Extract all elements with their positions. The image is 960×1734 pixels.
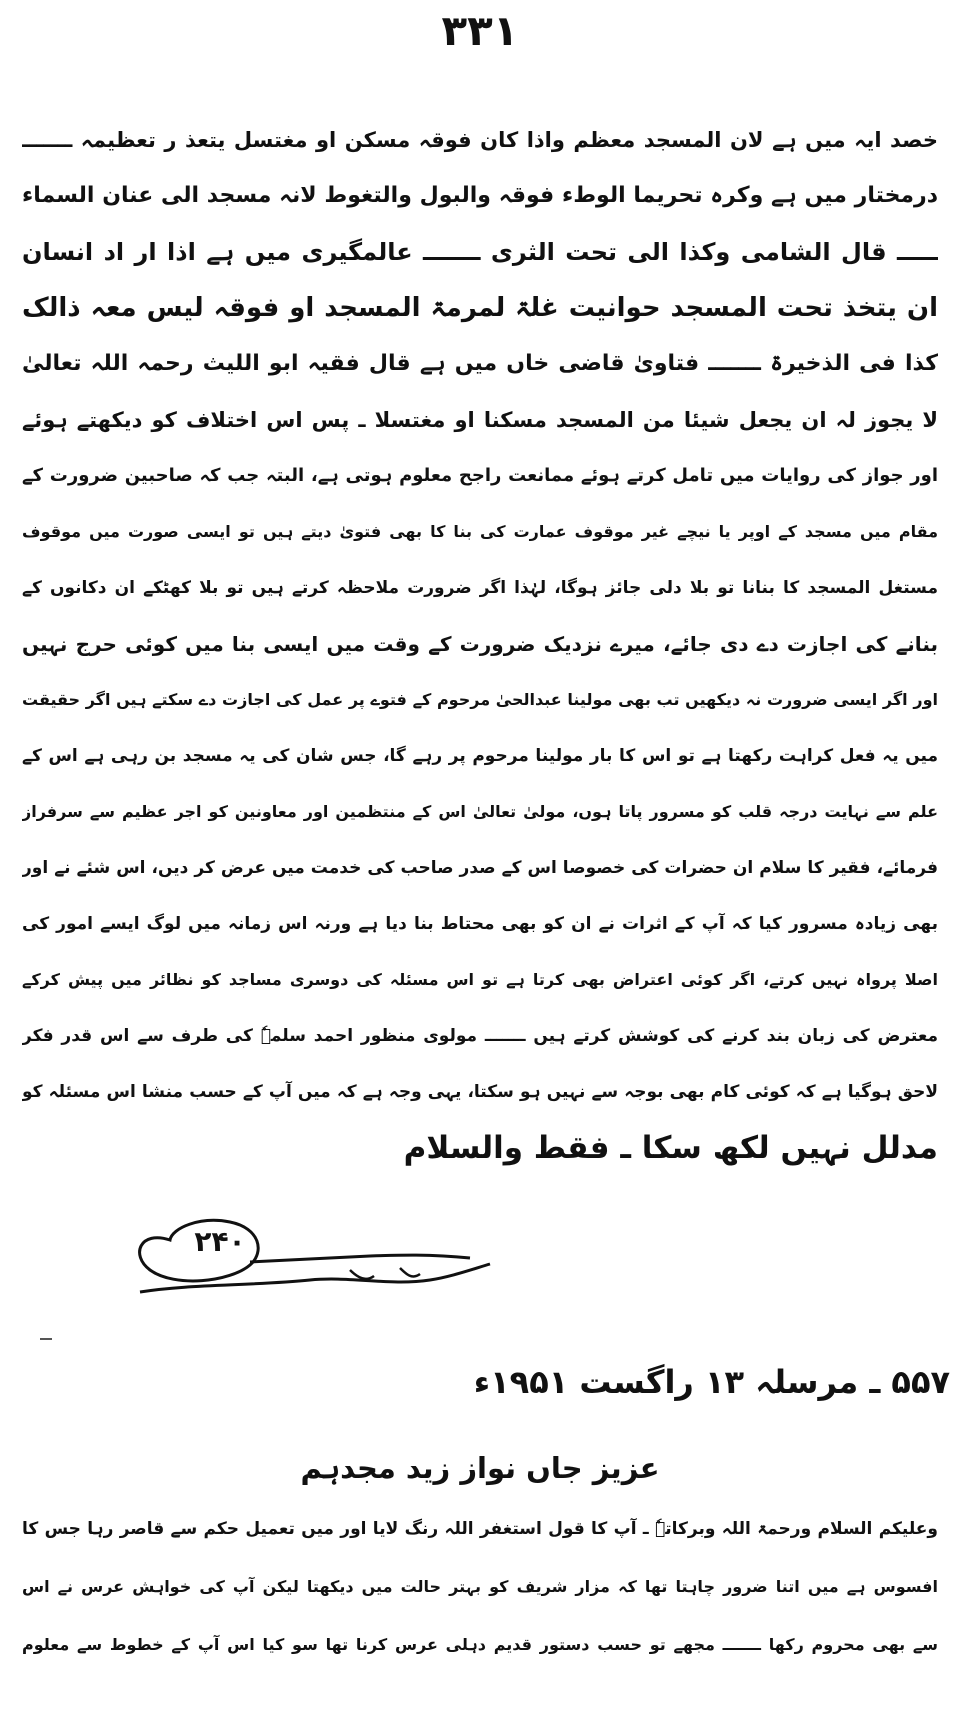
body-line: اور جواز کی روایات میں تامل کرتے ہوئے ممانعت راجح معلوم ہوتی ہے، البتہ جب کہ صاحبین ضرورت کے <box>22 465 938 486</box>
body-line: ان یتخذ تحت المسجد حوانیت غلۃ لمرمۃ المسجد او فوقہ لیس معہ ذالک <box>22 293 938 323</box>
letter-body <box>22 1500 938 1674</box>
letter-header: ۵۵۷ ـ مرسلہ ۱۳ راگست ۱۹۵۱ء <box>473 1363 950 1401</box>
body-line: میں یہ فعل کراہت رکھتا ہے تو اس کا بار مولینا مرحوم پر رہے گا، جس شان کی یہ مسجد بن رہی ہے اس کے <box>22 746 938 766</box>
body-line: ـــــ قال الشامی وکذا الی تحت الثری ـــــــ عالمگیری میں ہے اذا ار اد انسان <box>22 238 938 266</box>
body-line: مقام میں مسجد کے اوپر یا نیچے غیر موقوف عمارت کی بنا کا بھی فتویٰ دیتے ہیں تو ایسی صورت میں موقوف <box>22 522 938 541</box>
letter-line: افسوس ہے میں اتنا ضرور چاہتا تھا کہ مزار شریف کو بہتر حالت میں دیکھتا لیکن آپ کی خواہش عرس نے اس <box>22 1577 938 1596</box>
body-line: خصد ایہ میں ہے لان المسجد معظم واذا کان فوقہ مسکن او مغتسل یتعذ ر تعظیمہ ـــــــ <box>22 128 938 152</box>
body-line: بنانے کی اجازت دے دی جائے، میرے نزدیک ضرورت کے وقت میں ایسی بنا میں کوئی حرج نہیں <box>22 632 938 656</box>
body-line: درمختار میں ہے وکرہ تحریما الوطء فوقہ والبول والتغوط لانہ مسجد الی عنان السماء <box>22 183 938 208</box>
body-line: کذا فی الذخیرۃ ـــــــ فتاویٰ قاضی خاں میں ہے قال فقیہ ابو اللیث رحمہ اللہ تعالیٰ <box>22 351 938 376</box>
body-line: لا یجوز لہ ان یجعل شیئا من المسجد مسکنا او مغتسلا ـ پس اس اختلاف کو دیکھتے ہوئے <box>22 408 938 432</box>
body-line: معترض کی زبان بند کرنے کی کوشش کرتے ہیں ـــــــ مولوی منظور احمد سلمہٗ کی طرف سے اس قدر فکر <box>22 1026 938 1046</box>
body-line: اصلا پرواہ نہیں کرتے، اگر کوئی اعتراض بھی کرتا ہے تو اس مسئلہ کی دوسری مساجد کو نظائر میں پیش کرکے <box>22 970 938 989</box>
body-line: فرمائے، فقیر کا سلام ان حضرات کی خصوصا اس کے صدر صاحب کی خدمت میں عرض کر دیں، اس شئے نے اور <box>22 858 938 878</box>
letter-line: سے بھی محروم رکھا ـــــــ مجھے تو حسب دستور قدیم دہلی عرس کرنا تھا سو کیا اس آپ کے خطوط سے معلوم <box>22 1635 938 1654</box>
fatwa-body <box>22 112 938 1176</box>
body-line: اور اگر ایسی ضرورت نہ دیکھیں تب بھی مولینا عبدالحیٰ مرحوم کے فتوے پر عمل کی اجازت دے سکتے ہیں اگر حقیقت <box>22 690 938 709</box>
letter-salutation: عزیز جاں نواز زید مجدہم <box>300 1451 660 1485</box>
signature-block <box>100 1200 520 1310</box>
section-divider <box>40 1338 52 1340</box>
body-line-closing: مدلل نہیں لکھ سکا ـ فقط والسلام <box>403 1130 938 1166</box>
letter-line: وعلیکم السلام ورحمۃ اللہ وبرکاتہٗ ـ آپ کا قول استغفر اللہ رنگ لایا اور میں تعمیل حکم سے قاصر رہا جس کا <box>22 1519 938 1539</box>
body-line: مستغل المسجد کا بنانا تو بلا دلی جائز ہوگا، لہٰذا اگر ضرورت ملاحظہ کرتے ہیں تو بلا کھٹکے ان دکانوں کے <box>22 578 938 598</box>
body-line: بھی زیادہ مسرور کیا کہ آپ کے اثرات نے ان کو بھی محتاط بنا دیا ہے ورنہ اس زمانہ میں لوگ ایسے امور کی <box>22 914 938 934</box>
page-number: ۳۳۱ <box>441 6 519 55</box>
body-line: علم سے نہایت درجہ قلب کو مسرور پاتا ہوں، مولیٰ تعالیٰ اس کے منتظمین اور معاونین کو اجر عظیم سے سرفراز <box>22 802 938 821</box>
body-line: لاحق ہوگیا ہے کہ کوئی کام بھی بوجہ سے نہیں ہو سکتا، یہی وجہ ہے کہ میں آپ کے حسب منشا اس مسئلہ کو <box>22 1082 938 1102</box>
signature-stamp-number: ۲۴۰ <box>194 1225 246 1258</box>
